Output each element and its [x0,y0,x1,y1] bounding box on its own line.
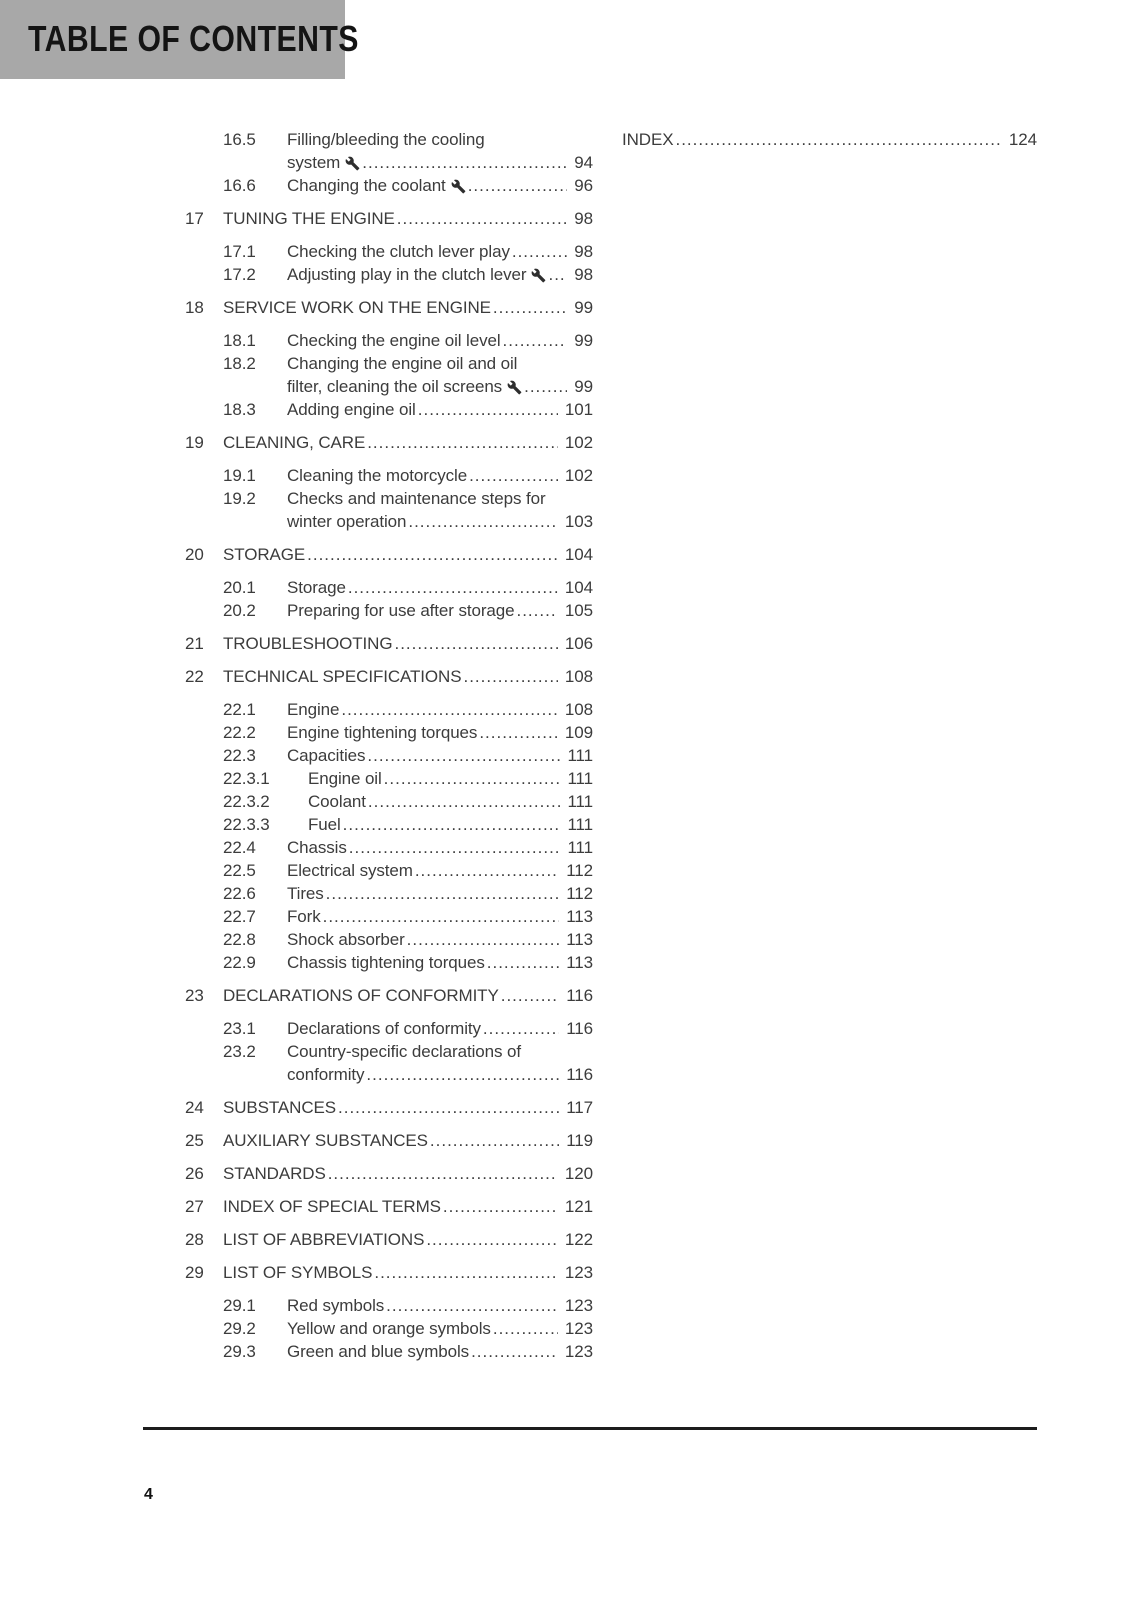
toc-entry-page: 99 [574,298,593,317]
toc-entry-line [185,744,593,767]
dot-leader [382,767,561,790]
toc-entry [185,207,593,230]
wrench-icon [531,268,546,283]
toc-entry-title: Chassis tightening torques [287,953,485,972]
toc-entry-number: 17.1 [223,242,256,261]
wrench-icon [345,156,360,171]
toc-entry-number: 29 [185,1263,204,1282]
toc-entry-line [185,665,593,688]
toc-entry-page: 113 [566,953,593,972]
toc-entry-title: Checks and maintenance steps for [287,489,546,508]
toc-entry [185,767,593,790]
toc-entry-line [185,375,593,398]
toc-entry-number: 16.6 [223,176,256,195]
toc-entry-page: 113 [566,930,593,949]
dot-leader [477,721,558,744]
toc-entry-number: 18 [185,298,204,317]
toc-entry-line [185,174,593,197]
dot-leader [305,543,558,566]
toc-entry-title: CLEANING, CARE [223,433,366,452]
toc-entry-title: Changing the engine oil and oil [287,354,518,373]
toc-entry-page: 103 [564,512,593,531]
toc-entry-line [185,1063,593,1086]
toc-entry-number: 27 [185,1197,204,1216]
toc-entry [185,1129,593,1152]
toc-entry [185,296,593,319]
toc-entry-page: 117 [566,1098,593,1117]
toc-entry-line [185,352,593,375]
toc-entry-page: 123 [564,1342,593,1361]
dot-leader [405,928,560,951]
toc-entry-line [185,576,593,599]
toc-entry-number: 23.2 [223,1042,256,1061]
toc-entry-title: Tires [287,884,324,903]
toc-entry-page: 124 [1008,130,1037,149]
toc-entry-number: 22.9 [223,953,256,972]
toc-entry-page: 122 [564,1230,593,1249]
toc-entry-line [185,836,593,859]
toc-entry [185,576,593,599]
dot-leader [469,1340,558,1363]
toc-entry-line [185,599,593,622]
toc-entry-title: Fork [287,907,321,926]
toc-entry-line [185,296,593,319]
dot-leader [510,240,567,263]
toc-entry [185,599,593,622]
dot-leader [481,1017,559,1040]
toc-entry [185,721,593,744]
toc-entry-number: 26 [185,1164,204,1183]
toc-entry-title: INDEX OF SPECIAL TERMS [223,1197,441,1216]
toc-entry-page: 121 [564,1197,593,1216]
toc-entry-number: 22.1 [223,700,256,719]
toc-entry-line [185,329,593,352]
dot-leader [406,510,558,533]
dot-leader [546,263,567,286]
toc-entry-line [185,207,593,230]
dot-leader [499,984,559,1007]
toc-entry-title: STANDARDS [223,1164,326,1183]
toc-entry-title: Capacities [287,746,366,765]
dot-leader [384,1294,558,1317]
dot-leader [413,859,559,882]
toc-entry-page: 112 [566,884,593,903]
toc-entry-number: 23 [185,986,204,1005]
dot-leader [501,329,568,352]
toc-entry-title: Preparing for use after storage [287,601,515,620]
dot-leader [346,576,558,599]
toc-entry-page: 102 [564,466,593,485]
toc-entry [185,813,593,836]
toc-entry-number: 22.2 [223,723,256,742]
toc-entry [185,329,593,352]
toc-entry-title: Engine [287,700,340,719]
toc-entry [185,263,593,286]
toc-entry-line [185,543,593,566]
toc-entry-number: 18.1 [223,331,256,350]
toc-entry-page: 123 [564,1296,593,1315]
toc-entry-page: 104 [564,578,593,597]
toc-entry-line [185,790,593,813]
dot-leader [428,1129,559,1152]
toc-entry-number: 22.4 [223,838,256,857]
toc-entry-line [185,1294,593,1317]
toc-left-column [185,128,593,1363]
toc-entry-page: 98 [574,242,593,261]
toc-entry [185,1195,593,1218]
toc-entry [185,398,593,421]
dot-leader [441,1195,558,1218]
dot-leader [341,813,561,836]
toc-entry-page: 123 [564,1319,593,1338]
dot-leader [365,744,560,767]
toc-entry-number: 28 [185,1230,204,1249]
toc-entry-page: 111 [567,792,593,811]
toc-entry-page: 102 [564,433,593,452]
toc-entry-title: DECLARATIONS OF CONFORMITY [223,986,499,1005]
toc-entry-number: 29.2 [223,1319,256,1338]
toc-entry-title: winter operation [287,512,407,531]
footer-divider [143,1427,1037,1430]
toc-entry [185,698,593,721]
wrench-icon [451,179,466,194]
toc-entry-title: Adding engine oil [287,400,416,419]
toc-entry-title: Shock absorber [287,930,405,949]
toc-entry-line [185,398,593,421]
toc-entry-title: Filling/bleeding the cooling [287,130,485,149]
dot-leader [485,951,559,974]
toc-entry-page: 94 [574,153,593,172]
toc-entry-line [185,1261,593,1284]
toc-entry [185,1228,593,1251]
dot-leader [522,375,567,398]
toc-entry-number: 19 [185,433,204,452]
toc-entry-page: 98 [574,265,593,284]
toc-entry-title: Electrical system [287,861,413,880]
toc-entry-number: 22.3.3 [223,815,270,834]
dot-leader [360,151,567,174]
toc-entry-line [185,632,593,655]
toc-entry-page: 113 [566,907,593,926]
toc-entry-title: TUNING THE ENGINE [223,209,395,228]
toc-entry-number: 16.5 [223,130,256,149]
toc-entry [185,905,593,928]
toc-entry [185,790,593,813]
toc-entry-title: LIST OF ABBREVIATIONS [223,1230,425,1249]
toc-entry [185,431,593,454]
toc-entry-title: SUBSTANCES [223,1098,336,1117]
toc-entry-page: 116 [566,1065,593,1084]
toc-entry [185,1317,593,1340]
toc-entry-page: 120 [564,1164,593,1183]
toc-entry-number: 18.3 [223,400,256,419]
dot-leader [326,1162,558,1185]
toc-entry [185,984,593,1007]
toc-entry-title: system [287,153,341,172]
toc-entry-page: 111 [567,838,593,857]
toc-entry [185,836,593,859]
toc-entry-line [185,1317,593,1340]
toc-entry-line [185,951,593,974]
toc-entry-title: Changing the coolant [287,176,446,195]
toc-entry [185,543,593,566]
toc-entry-title: TECHNICAL SPECIFICATIONS [223,667,462,686]
toc-entry-line [185,263,593,286]
toc-entry-page: 108 [564,667,593,686]
toc-entry [185,1096,593,1119]
toc-entry-page: 105 [564,601,593,620]
toc-entry [185,1162,593,1185]
toc-entry-number: 20.1 [223,578,256,597]
toc-entry-title: SERVICE WORK ON THE ENGINE [223,298,491,317]
toc-entry-number: 22.3.1 [223,769,270,788]
toc-entry [185,859,593,882]
toc-entry [185,1040,593,1086]
toc-entry-title: conformity [287,1065,365,1084]
dot-leader [365,431,558,454]
toc-entry-page: 111 [567,815,593,834]
toc-entry-line [185,240,593,263]
dot-leader [491,296,567,319]
toc-entry-page: 116 [566,986,593,1005]
toc-entry-line [185,928,593,951]
toc-entry-title: Checking the engine oil level [287,331,501,350]
toc-entry-title: TROUBLESHOOTING [223,634,393,653]
toc-entry-number: 22.3.2 [223,792,270,811]
dot-leader [324,882,560,905]
dot-leader [673,128,1001,151]
toc-entry-title: filter, cleaning the oil screens [287,377,503,396]
toc-entry-line [185,767,593,790]
wrench-icon [507,380,522,395]
toc-entry [185,882,593,905]
footer-page-number: 4 [144,1486,153,1503]
toc-entry-title: Adjusting play in the clutch lever [287,265,527,284]
toc-entry-page: 116 [566,1019,593,1038]
toc-entry [185,744,593,767]
toc-entry-title: Red symbols [287,1296,385,1315]
toc-entry-number: 21 [185,634,204,653]
toc-entry-number: 18.2 [223,354,256,373]
dot-leader [467,464,558,487]
toc-entry-number: 22.7 [223,907,256,926]
toc-entry-title: STORAGE [223,545,306,564]
toc-entry-number: 20 [185,545,204,564]
toc-entry-page: 108 [564,700,593,719]
toc-entry-title: Fuel [308,815,341,834]
toc-entry-number: 22.6 [223,884,256,903]
toc-entry [185,1261,593,1284]
toc-entry-title: Coolant [308,792,366,811]
toc-entry-number: 22.8 [223,930,256,949]
dot-leader [416,398,558,421]
toc-entry [185,352,593,398]
toc-entry-line [185,1228,593,1251]
toc-entry-line [185,151,593,174]
toc-entry [622,128,1037,151]
toc-entry-number: 17 [185,209,204,228]
toc-entry-page: 119 [566,1131,593,1150]
toc-entry-page: 98 [574,209,593,228]
toc-entry-line [185,859,593,882]
toc-entry-line [185,1162,593,1185]
toc-entry-title: Yellow and orange symbols [287,1319,491,1338]
dot-leader [395,207,568,230]
toc-entry-line [185,1017,593,1040]
toc-entry-page: 104 [564,545,593,564]
toc-entry-title: Storage [287,578,346,597]
toc-entry-number [223,1063,287,1086]
toc-entry-line [185,1040,593,1063]
toc-entry-page: 99 [574,377,593,396]
toc-entry [185,487,593,533]
toc-entry [185,464,593,487]
dot-leader [514,599,557,622]
toc-entry-line [185,882,593,905]
toc-entry-line [185,431,593,454]
toc-entry-line [185,1195,593,1218]
dot-leader [461,665,557,688]
toc-right-column [622,128,1037,161]
toc-entry-number: 29.1 [223,1296,256,1315]
toc-entry-title: Chassis [287,838,347,857]
toc-entry-title: Country-specific declarations of [287,1042,521,1061]
dot-leader [347,836,561,859]
toc-entry-number: 22.3 [223,746,256,765]
toc-entry-line [185,905,593,928]
toc-entry-line [185,698,593,721]
toc-entry [185,174,593,197]
toc-entry-number: 19.2 [223,489,256,508]
dot-leader [366,790,561,813]
toc-entry [185,240,593,263]
toc-entry-page: 112 [566,861,593,880]
toc-entry-page: 111 [567,769,593,788]
toc-entry-page: 123 [564,1263,593,1282]
toc-entry-number: 23.1 [223,1019,256,1038]
toc-entry-title: AUXILIARY SUBSTANCES [223,1131,428,1150]
toc-entry-page: 106 [564,634,593,653]
dot-leader [392,632,557,655]
dot-leader [424,1228,558,1251]
toc-entry-number: 29.3 [223,1342,256,1361]
toc-entry-line [185,464,593,487]
toc-entry-page: 96 [574,176,593,195]
toc-entry-line [185,510,593,533]
toc-entry-number: 22.5 [223,861,256,880]
page-header [0,0,359,79]
toc-entry [185,128,593,174]
dot-leader [339,698,558,721]
toc-entry-line [185,721,593,744]
toc-entry-page: 111 [567,746,593,765]
toc-entry-line [185,487,593,510]
toc-entry-line [185,1129,593,1152]
toc-entry [185,665,593,688]
dot-leader [321,905,560,928]
toc-entry-page: 99 [574,331,593,350]
toc-entry-title: Cleaning the motorcycle [287,466,468,485]
toc-entry-number: 22 [185,667,204,686]
toc-entry [185,1017,593,1040]
toc-entry-line [185,1340,593,1363]
toc-entry [185,1294,593,1317]
toc-entry-page: 101 [564,400,593,419]
dot-leader [466,174,568,197]
toc-entry-number [223,151,287,174]
toc-entry [185,928,593,951]
toc-entry-number: 17.2 [223,265,256,284]
dot-leader [372,1261,558,1284]
toc-entry-number: 25 [185,1131,204,1150]
toc-entry-line [185,128,593,151]
toc-entry-number: 19.1 [223,466,256,485]
toc-entry-page: 109 [564,723,593,742]
dot-leader [364,1063,559,1086]
page-title: TABLE OF CONTENTS [28,17,359,59]
toc-entry [185,632,593,655]
toc-entry-title: Checking the clutch lever play [287,242,510,261]
toc-entry-title: Engine tightening torques [287,723,478,742]
toc-entry-line [622,128,1037,151]
toc-entry-line [185,984,593,1007]
toc-entry-title: Declarations of conformity [287,1019,481,1038]
toc-entry-number [223,510,287,533]
toc-entry-line [185,1096,593,1119]
toc-entry-number [223,375,287,398]
toc-entry-number: 24 [185,1098,204,1117]
toc-entry-title: INDEX [622,130,674,149]
toc-entry [185,951,593,974]
dot-leader [336,1096,559,1119]
toc-entry-number: 20.2 [223,601,256,620]
dot-leader [491,1317,558,1340]
toc-entry-title: LIST OF SYMBOLS [223,1263,373,1282]
toc-entry-title: Engine oil [308,769,382,788]
toc-entry-line [185,813,593,836]
toc-entry [185,1340,593,1363]
toc-entry-title: Green and blue symbols [287,1342,470,1361]
